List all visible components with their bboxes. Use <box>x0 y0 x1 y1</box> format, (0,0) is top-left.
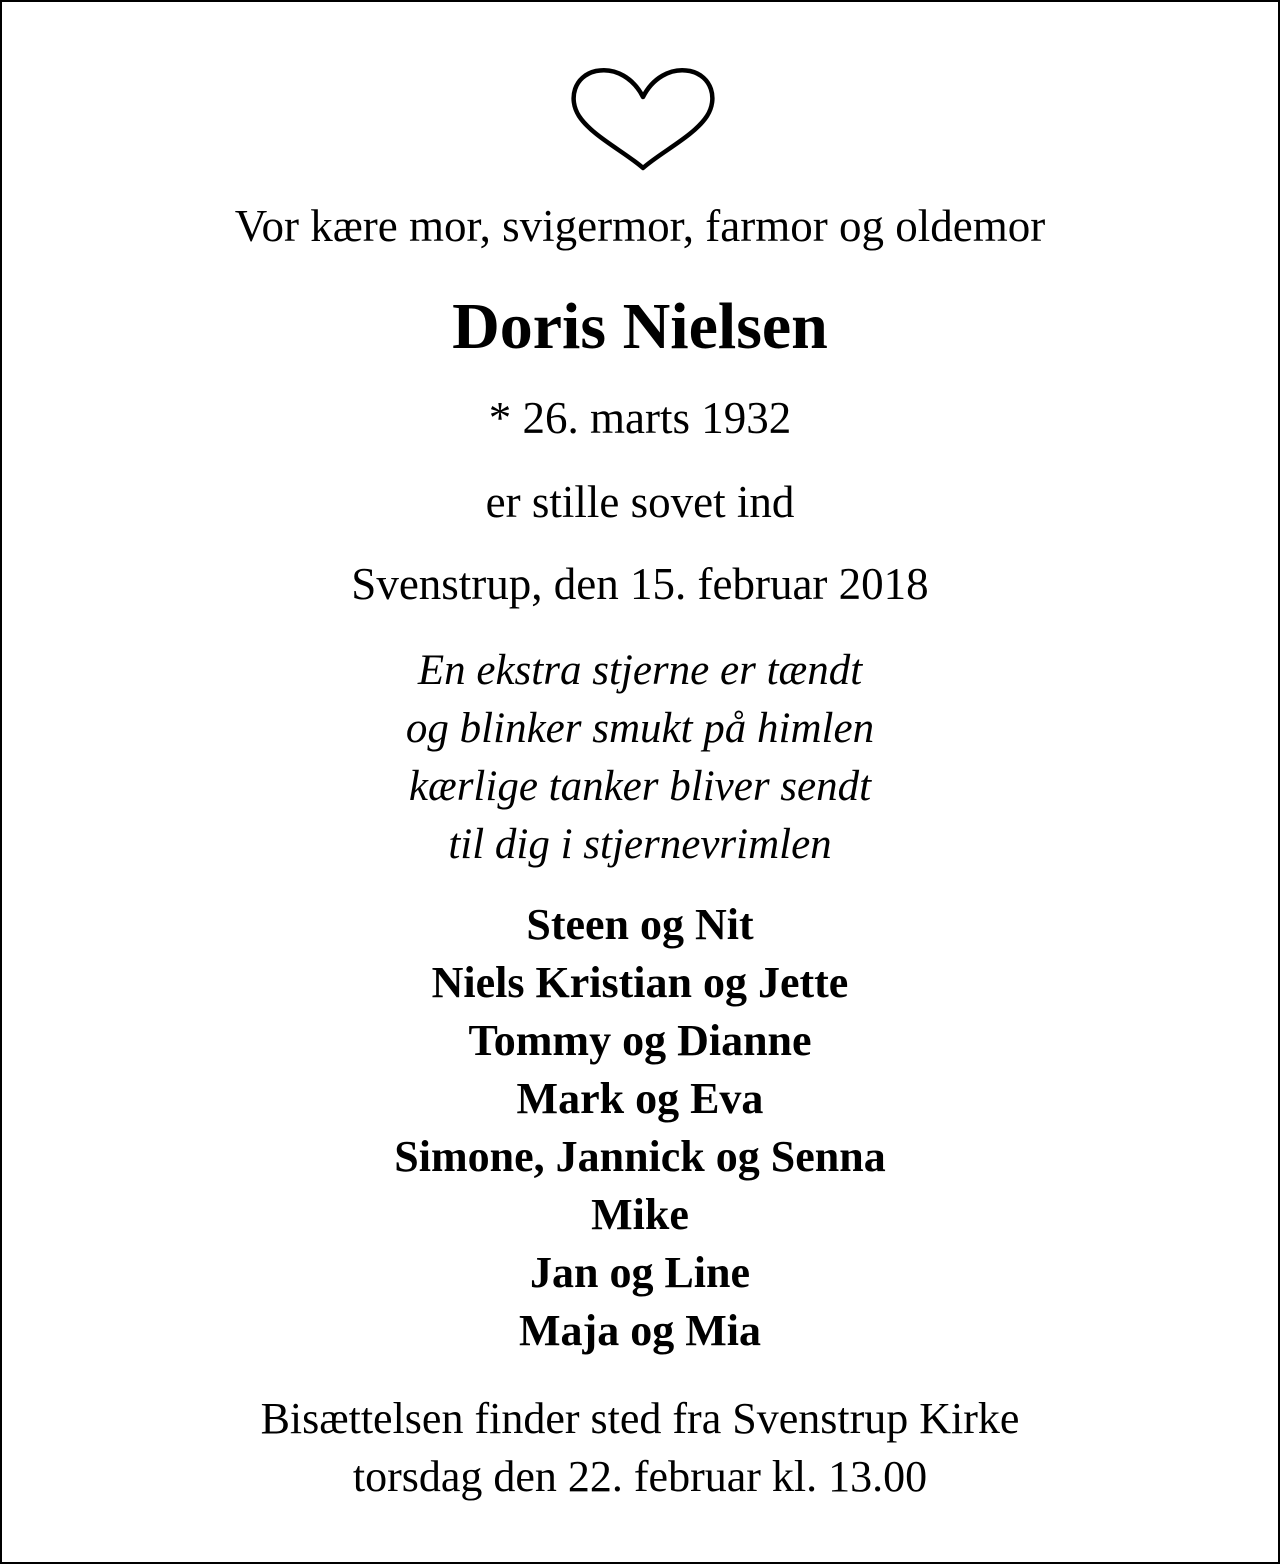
birth-date: * 26. marts 1932 <box>488 393 792 443</box>
poem <box>2 642 1278 874</box>
poem-line: En ekstra stjerne er tændt <box>417 647 863 694</box>
family-member: Niels Kristian og Jette <box>431 958 849 1007</box>
deceased-name: Doris Nielsen <box>452 290 828 363</box>
family-member: Tommy og Dianne <box>468 1016 812 1065</box>
family-member: Mark og Eva <box>516 1074 764 1123</box>
family-member: Steen og Nit <box>526 900 754 949</box>
place-and-date: Svenstrup, den 15. februar 2018 <box>351 559 929 609</box>
intro-text: Vor kære mor, svigermor, farmor og oldemor <box>234 201 1046 251</box>
poem-line: til dig i stjernevrimlen <box>448 821 832 868</box>
funeral-time: torsdag den 22. februar kl. 13.00 <box>352 1452 928 1501</box>
poem-line: kærlige tanker bliver sendt <box>408 763 872 810</box>
family-member: Jan og Line <box>529 1248 751 1297</box>
heart-icon <box>570 66 716 172</box>
poem-line: og blinker smukt på himlen <box>405 705 875 752</box>
family-member: Simone, Jannick og Senna <box>394 1132 886 1181</box>
funeral-location: Bisættelsen finder sted fra Svenstrup Kirke <box>260 1394 1020 1443</box>
family-member: Mike <box>591 1190 689 1239</box>
funeral-info <box>2 1390 1278 1506</box>
family-list <box>2 896 1278 1360</box>
passed-text: er stille sovet ind <box>485 477 795 527</box>
family-member: Maja og Mia <box>519 1306 761 1355</box>
